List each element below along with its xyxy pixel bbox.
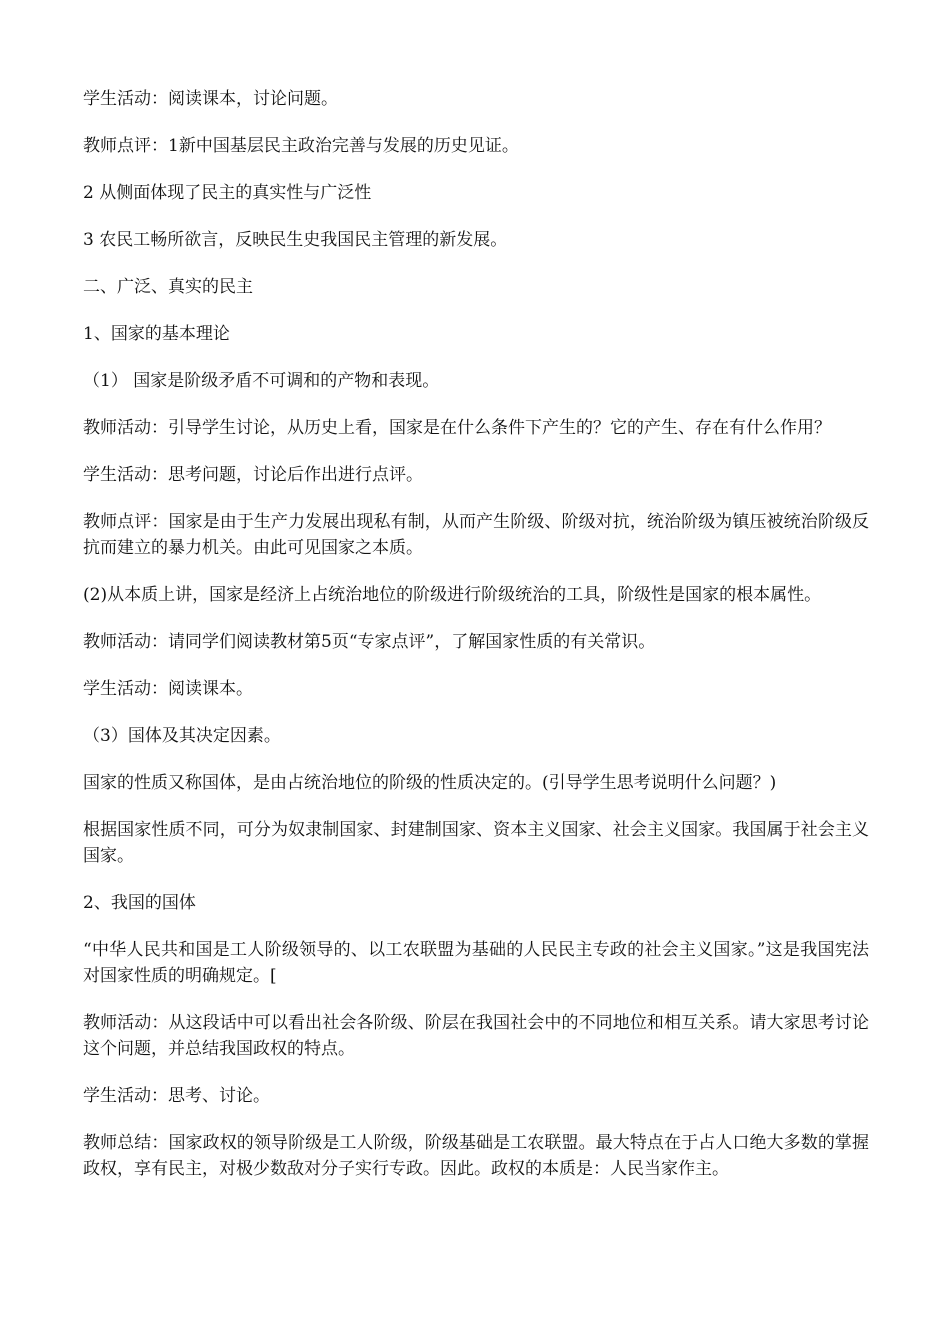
paragraph: 学生活动：思考、讨论。: [83, 1086, 270, 1106]
section-heading: 二、广泛、真实的民主: [83, 277, 253, 297]
paragraph: （1） 国家是阶级矛盾不可调和的产物和表现。: [83, 371, 440, 391]
paragraph: (2)从本质上讲，国家是经济上占统治地位的阶级进行阶级统治的工具，阶级性是国家的根本属性。: [83, 585, 822, 605]
paragraph: 教师活动：请同学们阅读教材第5页“专家点评”，了解国家性质的有关常识。: [83, 632, 656, 652]
paragraph: 2 从侧面体现了民主的真实性与广泛性: [83, 183, 372, 203]
paragraph: “中华人民共和国是工人阶级领导的、以工农联盟为基础的人民民主专政的社会主义国家。”这是我国宪法对国家性质的明确规定。[: [83, 940, 869, 986]
paragraph: 根据国家性质不同，可分为奴隶制国家、封建制国家、资本主义国家、社会主义国家。我国属于社会主义国家。: [83, 820, 869, 866]
paragraph: （3）国体及其决定因素。: [83, 726, 281, 746]
paragraph: 学生活动：阅读课本。: [83, 679, 253, 699]
document-body: [83, 86, 869, 1203]
paragraph: 教师总结：国家政权的领导阶级是工人阶级，阶级基础是工农联盟。最大特点在于占人口绝大多数的掌握政权，享有民主，对极少数敌对分子实行专政。因此。政权的本质是：人民当家作主。: [83, 1133, 869, 1179]
subsection-heading: 1、国家的基本理论: [83, 324, 230, 344]
paragraph: 学生活动：阅读课本，讨论问题。: [83, 89, 338, 109]
paragraph: 学生活动：思考问题，讨论后作出进行点评。: [83, 465, 423, 485]
paragraph: 教师活动：从这段话中可以看出社会各阶级、阶层在我国社会中的不同地位和相互关系。请大家思考讨论这个问题，并总结我国政权的特点。: [83, 1013, 869, 1059]
paragraph: 教师点评：1新中国基层民主政治完善与发展的历史见证。: [83, 136, 519, 156]
paragraph: 3 农民工畅所欲言，反映民生史我国民主管理的新发展。: [83, 230, 508, 250]
paragraph: 国家的性质又称国体，是由占统治地位的阶级的性质决定的。(引导学生思考说明什么问题？): [83, 773, 777, 793]
paragraph: 教师点评：国家是由于生产力发展出现私有制，从而产生阶级、阶级对抗，统治阶级为镇压被统治阶级反抗而建立的暴力机关。由此可见国家之本质。: [83, 512, 869, 558]
paragraph: 教师活动：引导学生讨论，从历史上看，国家是在什么条件下产生的？它的产生、存在有什么作用？: [83, 418, 831, 438]
subsection-heading: 2、我国的国体: [83, 893, 196, 913]
